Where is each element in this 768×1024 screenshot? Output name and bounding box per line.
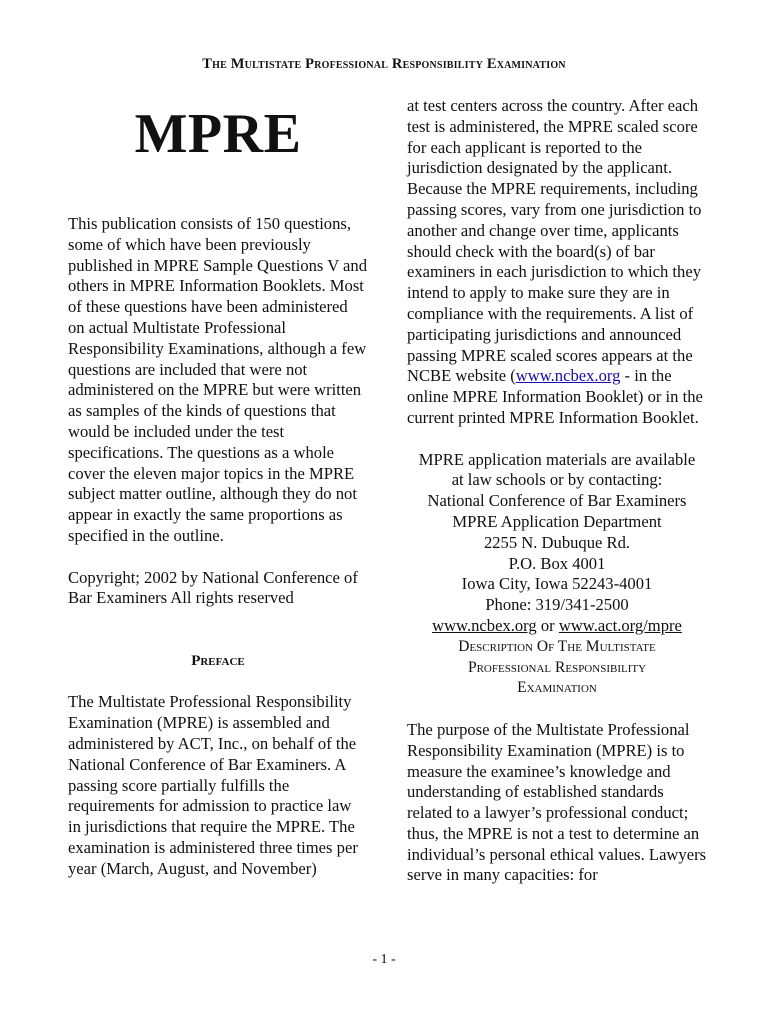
page-number: - 1 -: [372, 952, 396, 967]
act-web-link[interactable]: www.act.org/mpre: [558, 615, 682, 635]
contact-city: Iowa City, Iowa 52243-4001: [461, 574, 653, 594]
websites-or: or: [536, 615, 559, 635]
contact-block: [407, 450, 707, 700]
description-heading-line2: Professional Responsibility: [467, 658, 647, 676]
contact-dept: MPRE Application Department: [452, 511, 662, 531]
preface-paragraph: The Multistate Professional Responsibility Examination (MPRE) is assembled and administered by ACT, Inc., on behalf of the National Conference of Bar Examiners. A passing score partially fulfills the requirements for admission to practice law in jurisdictions that require the MPRE. The examination is administered three times per year (March, August, and November): [68, 692, 358, 878]
ncbex-link[interactable]: www.ncbex.org: [515, 366, 621, 386]
description-heading-line1: Description Of The Multistate: [458, 637, 656, 655]
description-heading-line3: Examination: [517, 679, 597, 697]
right-column: [407, 96, 707, 886]
continued-text-end: - in the online MPRE Information Booklet) or in the current printed MPRE Information Booklet.: [407, 366, 703, 427]
copyright-paragraph: Copyright; 2002 by National Conference of Bar Examiners All rights reserved: [68, 567, 358, 608]
left-column: [68, 96, 368, 880]
page-title: MPRE: [134, 103, 302, 165]
contact-org: National Conference of Bar Examiners: [427, 491, 687, 511]
running-title: The Multistate Professional Responsibility Examination: [202, 56, 566, 72]
contact-po-box: P.O. Box 4001: [508, 553, 606, 573]
continued-paragraph: [407, 96, 707, 429]
ncbex-web-link[interactable]: www.ncbex.org: [432, 615, 537, 635]
contact-intro-line1: MPRE application materials are available: [418, 449, 696, 469]
contact-intro-line2: at law schools or by contacting:: [451, 470, 663, 490]
purpose-paragraph: The purpose of the Multistate Professional Responsibility Examination (MPRE) is to measure the examinee’s knowledge and understanding of established standards related to a lawyer’s professional conduct; thus, the MPRE is not a test to determine an individual’s personal ethical values. Lawyers serve in many capacities: for: [407, 719, 707, 885]
contact-phone: Phone: 319/341-2500: [485, 595, 629, 615]
contact-websites: [407, 616, 707, 637]
intro-paragraph: This publication consists of 150 questions, some of which have been previously published in MPRE Sample Questions V and others in MPRE Information Booklets. Most of these questions have been administered on actual Multistate Professional Responsibility Examinations, although a few questions are included that were not administered on the MPRE but were written as samples of the kinds of questions that would be included under the test specifications. The questions as a whole cover the eleven major topics in the MPRE subject matter outline, although they do not appear in exactly the same proportions as specified in the outline.: [68, 214, 368, 545]
continued-text: at test centers across the country. After each test is administered, the MPRE scaled score for each applicant is reported to the jurisdiction designated by the applicant. Because the MPRE requirements, including passing scores, vary from one jurisdiction to another and change over time, applicants should check with the board(s) of bar examiners in each jurisdiction to which they intend to apply to make sure they are in compliance with the requirements. A list of participating jurisdictions and announced passing MPRE scaled scores appears at the NCBE website (: [407, 96, 702, 386]
preface-heading: Preface: [191, 652, 245, 669]
contact-street: 2255 N. Dubuque Rd.: [483, 532, 631, 552]
